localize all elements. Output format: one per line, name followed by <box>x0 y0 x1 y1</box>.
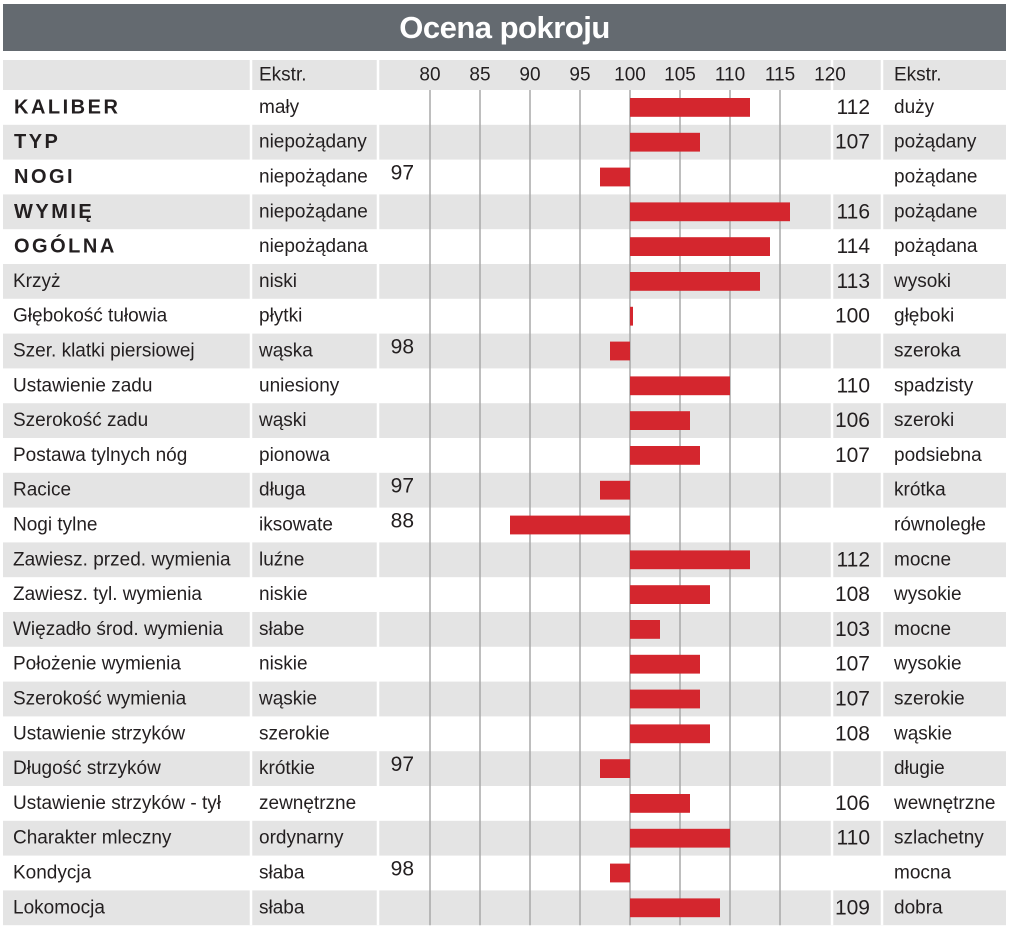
right-extreme: szlachetny <box>894 827 984 849</box>
row-label: OGÓLNA <box>14 235 117 258</box>
value-label: 108 <box>834 583 870 607</box>
left-extreme: długa <box>259 479 306 501</box>
bar <box>630 237 770 256</box>
value-label: 112 <box>836 548 870 572</box>
bar <box>630 376 730 395</box>
right-extreme: wysokie <box>894 584 962 606</box>
bar <box>630 272 760 291</box>
value-label: 113 <box>836 269 870 293</box>
bar <box>600 759 630 778</box>
left-extreme: luźne <box>259 549 305 571</box>
bar <box>630 655 700 674</box>
value-label: 103 <box>834 617 870 641</box>
tick-label: 95 <box>569 64 591 86</box>
row-label: Szer. klatki piersiowej <box>13 340 195 362</box>
row-label: Ustawienie strzyków <box>13 723 186 745</box>
row-label: Nogi tylne <box>13 514 98 536</box>
tick-label: 100 <box>614 64 646 86</box>
tick-label: 120 <box>814 64 846 86</box>
left-extreme: niepożądana <box>259 236 368 258</box>
left-extreme: niepożądany <box>259 131 367 153</box>
left-extreme: niepożądane <box>259 201 368 223</box>
header-ekstr-left: Ekstr. <box>259 64 307 86</box>
value-label: 107 <box>834 687 870 711</box>
bar <box>630 98 750 117</box>
row-label: KALIBER <box>14 96 121 119</box>
bar <box>630 202 790 221</box>
left-extreme: szerokie <box>259 723 330 745</box>
left-extreme: ordynarny <box>259 827 344 849</box>
bar <box>630 724 710 743</box>
left-extreme: zewnętrzne <box>259 792 357 814</box>
right-extreme: równoległe <box>894 514 986 536</box>
row-label: Głębokość tułowia <box>13 305 168 327</box>
left-extreme: niskie <box>259 653 308 675</box>
right-extreme: głęboki <box>894 305 955 327</box>
right-extreme: szerokie <box>894 688 965 710</box>
value-label: 110 <box>836 374 870 398</box>
tick-label: 115 <box>764 64 796 86</box>
row-label: Krzyż <box>13 270 61 292</box>
bar <box>610 864 630 883</box>
header-ekstr-right: Ekstr. <box>894 64 942 86</box>
value-label: 97 <box>390 474 414 498</box>
left-extreme: słabe <box>259 618 305 640</box>
row-label: WYMIĘ <box>14 200 95 223</box>
bar <box>510 516 630 535</box>
right-extreme: szeroki <box>894 410 955 432</box>
row-label: Zawiesz. przed. wymienia <box>13 549 231 571</box>
left-extreme: wąski <box>259 410 307 432</box>
bar <box>630 585 710 604</box>
left-extreme: uniesiony <box>259 375 340 397</box>
right-extreme: długie <box>894 758 945 780</box>
value-label: 110 <box>836 826 870 850</box>
row-label: Położenie wymienia <box>13 653 181 675</box>
right-extreme: wąskie <box>894 723 953 745</box>
left-extreme: pionowa <box>259 444 330 466</box>
row-stripe <box>3 473 1006 508</box>
right-extreme: spadzisty <box>894 375 974 397</box>
right-extreme: mocne <box>894 618 952 640</box>
left-extreme: słaba <box>259 862 305 884</box>
right-extreme: pożądane <box>894 166 978 188</box>
bar <box>630 829 730 848</box>
bar <box>630 690 700 709</box>
right-extreme: wewnętrzne <box>894 792 996 814</box>
right-extreme: mocne <box>894 549 952 571</box>
value-label: 114 <box>836 235 870 259</box>
left-extreme: krótkie <box>259 758 315 780</box>
bar <box>630 446 700 465</box>
right-extreme: wysoki <box>894 270 952 292</box>
row-label: Postawa tylnych nóg <box>13 444 188 466</box>
right-extreme: wysokie <box>894 653 962 675</box>
value-label: 107 <box>834 130 870 154</box>
left-extreme: płytki <box>259 305 303 327</box>
header-row <box>3 60 1006 90</box>
tick-label: 90 <box>519 64 541 86</box>
right-extreme: pożądany <box>894 131 977 153</box>
right-extreme: duży <box>894 96 935 118</box>
bar <box>600 481 630 500</box>
bar <box>630 133 700 152</box>
tick-label: 110 <box>714 64 746 86</box>
right-extreme: podsiebna <box>894 444 982 466</box>
tick-label: 80 <box>419 64 441 86</box>
bar <box>630 411 690 430</box>
row-label: Kondycja <box>13 862 92 884</box>
right-extreme: krótka <box>894 479 946 501</box>
row-label: Ustawienie zadu <box>13 375 153 397</box>
bar <box>630 307 633 326</box>
left-extreme: mały <box>259 96 300 118</box>
right-extreme: dobra <box>894 897 943 919</box>
bar <box>630 898 720 917</box>
row-label: Szerokość zadu <box>13 410 149 432</box>
row-label: Długość strzyków <box>13 758 161 780</box>
value-label: 109 <box>834 896 870 920</box>
value-label: 98 <box>390 335 414 359</box>
left-extreme: słaba <box>259 897 305 919</box>
row-label: Zawiesz. tyl. wymienia <box>13 584 202 606</box>
value-label: 106 <box>834 409 870 433</box>
value-label: 97 <box>390 161 414 185</box>
left-extreme: niepożądane <box>259 166 368 188</box>
right-extreme: szeroka <box>894 340 961 362</box>
value-label: 97 <box>390 753 414 777</box>
bar <box>610 342 630 361</box>
value-label: 100 <box>834 304 870 328</box>
value-label: 107 <box>834 652 870 676</box>
value-label: 106 <box>834 791 870 815</box>
value-label: 116 <box>836 200 870 224</box>
left-extreme: niskie <box>259 584 308 606</box>
value-label: 88 <box>390 509 414 533</box>
value-label: 107 <box>834 443 870 467</box>
bar <box>630 620 660 639</box>
row-label: Więzadło środ. wymienia <box>13 618 224 640</box>
row-label: Charakter mleczny <box>13 827 172 849</box>
row-label: Lokomocja <box>13 897 105 919</box>
left-extreme: wąska <box>259 340 313 362</box>
right-extreme: mocna <box>894 862 952 884</box>
row-label: Szerokość wymienia <box>13 688 187 710</box>
tick-label: 105 <box>664 64 696 86</box>
chart-title: Ocena pokroju <box>3 4 1006 51</box>
left-extreme: iksowate <box>259 514 333 536</box>
bar <box>630 794 690 813</box>
left-extreme: niski <box>259 270 298 292</box>
bar <box>600 168 630 187</box>
tick-label: 85 <box>469 64 491 86</box>
row-label: Racice <box>13 479 72 501</box>
value-label: 112 <box>836 95 870 119</box>
right-extreme: pożądane <box>894 201 978 223</box>
left-extreme: wąskie <box>259 688 318 710</box>
row-label: NOGI <box>14 166 76 188</box>
row-label: TYP <box>14 131 61 154</box>
right-extreme: pożądana <box>894 236 978 258</box>
bar <box>630 550 750 569</box>
row-label: Ustawienie strzyków - tył <box>13 792 221 814</box>
value-label: 108 <box>834 722 870 746</box>
value-label: 98 <box>390 857 414 881</box>
